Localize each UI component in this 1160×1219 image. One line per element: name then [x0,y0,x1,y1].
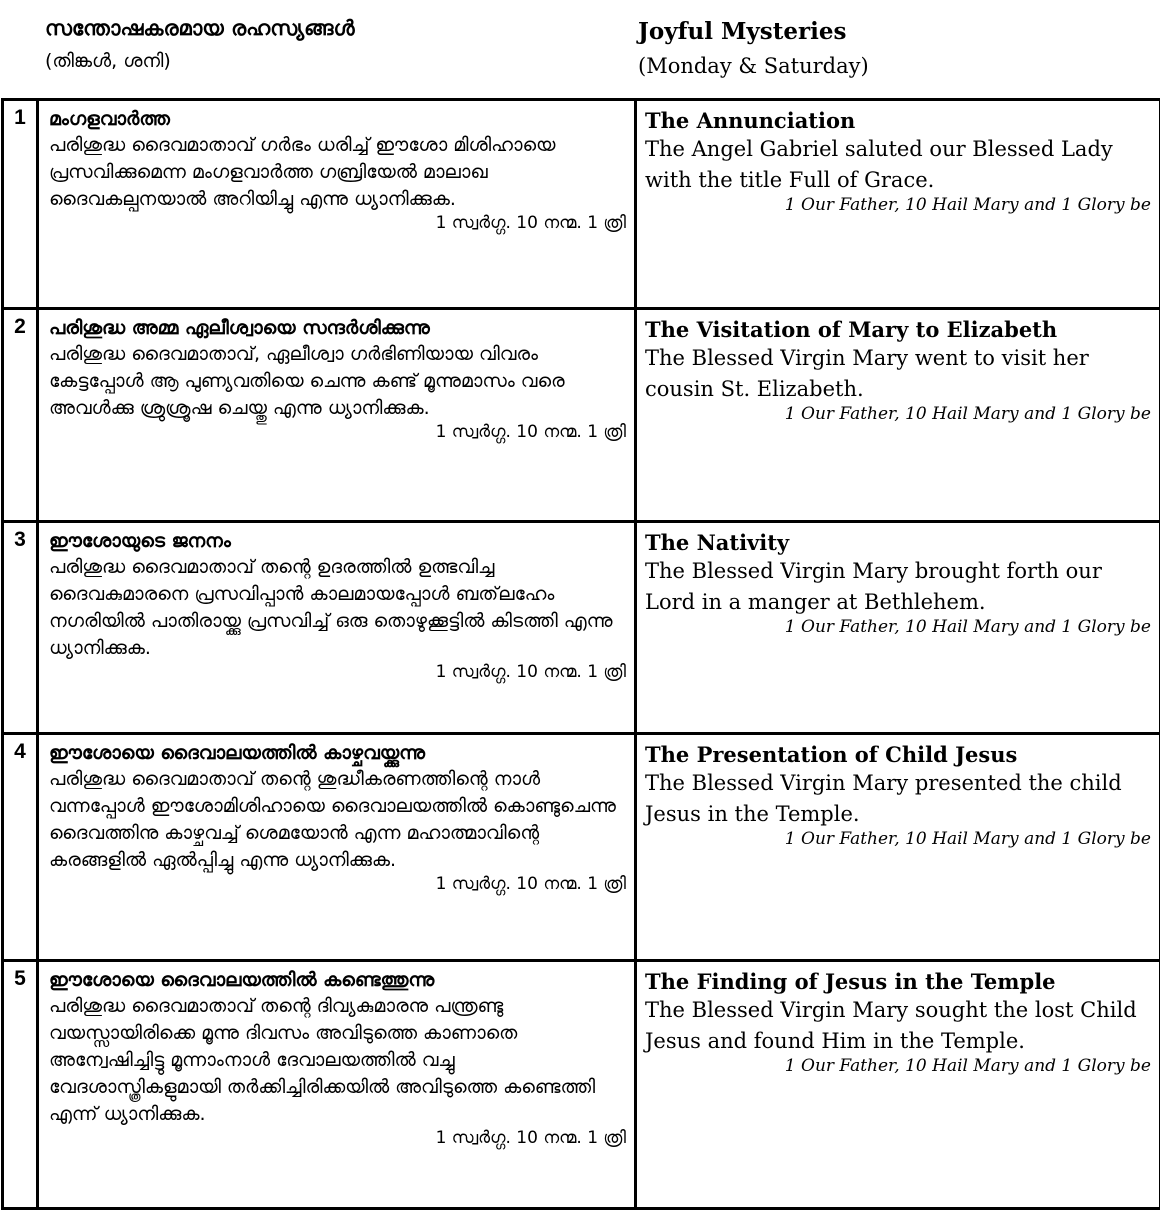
row-4-malayalam-cell [38,734,636,961]
malayalam-counts: 1 സ്വർഗ്ഗ. 10 നന്മ. 1 ത്രി [435,662,626,683]
english-title: The Visitation of Mary to Elizabeth [645,317,1058,342]
table-row-5 [3,961,1160,1209]
english-body: The Blessed Virgin Mary sought the lost Child Jesus and found Him in the Temple. [645,998,1137,1053]
header-english [633,0,1160,98]
row-5-number: 5 [3,961,38,1209]
malayalam-body: പരിശുദ്ധ ദൈവമാതാവ് ഗർഭം ധരിച്ച് ഈശോ മിശിഹായെ പ്രസവിക്കുമെന്ന മംഗളവാർത്ത ഗബ്രിയേൽ മാലാഖ ദൈവകല്പനയാൽ അറിയിച്ചു എന്നു ധ്യാനിക്കുക. [49,133,556,210]
row-2-english-cell [636,309,1160,522]
english-title: The Finding of Jesus in the Temple [645,969,1056,994]
row-4-number: 4 [3,734,38,961]
english-counts: 1 Our Father, 10 Hail Mary and 1 Glory be [784,829,1151,850]
page-subtitle-english: (Monday & Saturday) [638,54,869,78]
page-title-english: Joyful Mysteries [638,18,847,45]
header-malayalam [0,0,633,98]
row-3-english-cell [636,522,1160,734]
english-body: The Blessed Virgin Mary brought forth our Lord in a manger at Bethlehem. [645,559,1102,614]
malayalam-title: മംഗളവാർത്ത [49,108,170,130]
row-4-english-cell [636,734,1160,961]
malayalam-body: പരിശുദ്ധ ദൈവമാതാവ് തന്റെ ശുദ്ധീകരണത്തിന്റെ നാൾ വന്നപ്പോൾ ഈശോമിശിഹായെ ദൈവാലയത്തിൽ കൊണ്ടുചെന്നു ദൈവത്തിനു കാഴ്ചവച്ച് ശെമയോൻ എന്ന മഹാത്മാവിന്റെ കരങ്ങളിൽ ഏൽപ്പിച്ചു എന്നു ധ്യാനിക്കുക. [49,767,616,872]
malayalam-counts: 1 സ്വർഗ്ഗ. 10 നന്മ. 1 ത്രി [435,874,626,895]
row-1-english-cell [636,100,1160,309]
row-3-number: 3 [3,522,38,734]
malayalam-counts: 1 സ്വർഗ്ഗ. 10 നന്മ. 1 ത്രി [435,1128,626,1149]
table-row-2 [3,309,1160,522]
row-1-malayalam-cell [38,100,636,309]
page-header [0,0,1160,98]
malayalam-body: പരിശുദ്ധ ദൈവമാതാവ്, ഏലീശ്വാ ഗർഭിണിയായ വിവരം കേട്ടപ്പോൾ ആ പുണ്യവതിയെ ചെന്നു കണ്ട് മൂന്നുമാസം വരെ അവൾക്കു ശ്രുശ്രൂഷ ചെയ്തു എന്നു ധ്യാനിക്കുക. [49,342,565,419]
english-body: The Blessed Virgin Mary went to visit her cousin St. Elizabeth. [645,346,1089,401]
malayalam-title: ഈശോയെ ദൈവാലയത്തിൽ കണ്ടെത്തുന്നു [49,969,435,991]
english-title: The Nativity [645,530,790,555]
malayalam-body: പരിശുദ്ധ ദൈവമാതാവ് തന്റെ ഉദരത്തിൽ ഉത്ഭവിച്ച ദൈവകുമാരനെ പ്രസവിപ്പാൻ കാലമായപ്പോൾ ബത്‌ലഹേം നഗരിയിൽ പാതിരായ്ക്കു പ്രസവിച്ച് ഒരു തൊഴുക്കൂട്ടിൽ കിടത്തി എന്നു ധ്യാനിക്കുക. [49,555,613,660]
malayalam-title: ഈശോയുടെ ജനനം [49,530,231,552]
english-counts: 1 Our Father, 10 Hail Mary and 1 Glory be [784,404,1151,425]
english-counts: 1 Our Father, 10 Hail Mary and 1 Glory be [784,617,1151,638]
english-body: The Angel Gabriel saluted our Blessed Lady with the title Full of Grace. [645,137,1113,192]
table-row-3 [3,522,1160,734]
english-counts: 1 Our Father, 10 Hail Mary and 1 Glory be [784,1056,1151,1077]
malayalam-counts: 1 സ്വർഗ്ഗ. 10 നന്മ. 1 ത്രി [435,213,626,234]
row-3-malayalam-cell [38,522,636,734]
table-row-1 [3,100,1160,309]
table-row-4 [3,734,1160,961]
row-2-number: 2 [3,309,38,522]
row-5-english-cell [636,961,1160,1209]
english-title: The Presentation of Child Jesus [645,742,1018,767]
malayalam-title: പരിശുദ്ധ അമ്മ ഏലീശ്വായെ സന്ദർശിക്കുന്നു [49,317,430,339]
page-subtitle-malayalam: (തിങ്കൾ, ശനി) [45,50,171,72]
english-title: The Annunciation [645,108,856,133]
row-2-malayalam-cell [38,309,636,522]
english-body: The Blessed Virgin Mary presented the child Jesus in the Temple. [645,771,1122,826]
row-5-malayalam-cell [38,961,636,1209]
row-1-number: 1 [3,100,38,309]
malayalam-body: പരിശുദ്ധ ദൈവമാതാവ് തന്റെ ദിവ്യകുമാരനു പന്ത്രണ്ടു വയസ്സായിരിക്കെ മൂന്നു ദിവസം അവിടുത്തെ കാണാതെ അന്വേഷിച്ചിട്ടു മൂന്നാംനാൾ ദേവാലയത്തിൽ വച്ചു വേദശാസ്ത്രികളുമായി തർക്കിച്ചിരിക്കയിൽ അവിടുത്തെ കണ്ടെത്തി എന്ന് ധ്യാനിക്കുക. [49,994,596,1126]
page-title-malayalam: സന്തോഷകരമായ രഹസ്യങ്ങൾ [45,16,355,40]
english-counts: 1 Our Father, 10 Hail Mary and 1 Glory be [784,195,1151,216]
malayalam-title: ഈശോയെ ദൈവാലയത്തിൽ കാഴ്ചവയ്ക്കുന്നു [49,742,426,764]
malayalam-counts: 1 സ്വർഗ്ഗ. 10 നന്മ. 1 ത്രി [435,422,626,443]
mysteries-table [1,98,1160,1210]
